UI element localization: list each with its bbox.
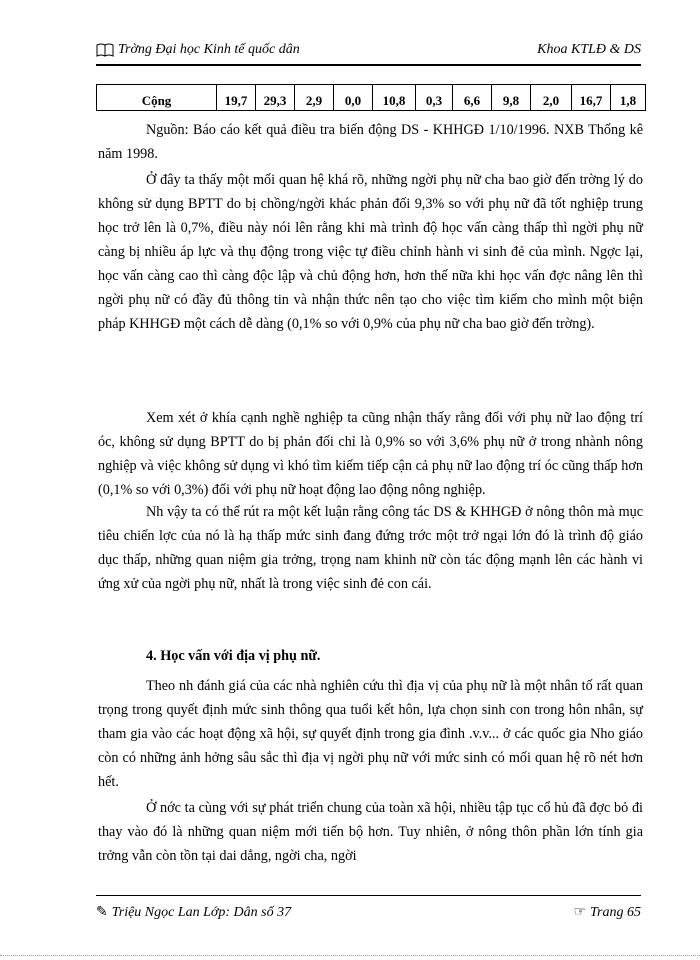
table-cell: 19,7 (217, 85, 256, 111)
table-cell: 2,9 (295, 85, 334, 111)
table-cell: 0,0 (334, 85, 373, 111)
page-edge-divider (0, 955, 700, 956)
table-cell: 0,3 (416, 85, 453, 111)
paragraph-text: Ở đây ta thấy một mối quan hệ khá rõ, những ngời phụ nữ cha bao giờ đến trờng lý do không sử dụng BPTT do bị chồng/ngời khác phản đối 9,3% so với phụ nữ đã tốt nghiệp trung học trở lên là 0,7%, điều này nói lên rằng khi mà trình độ học vấn càng thấp thì ngời phụ nữ càng bị nhiều áp lực và thụ động trong việc tự điều chỉnh hành vi sinh đẻ của mình. Ngợc lại, học vấn càng cao thì càng độc lập và chủ động hơn, hơn thế nữa khi học vấn đợc nâng lên thì ngời phụ nữ có đầy đủ thông tin và nhận thức nên tạo cho việc tìm kiếm cho mình một biện pháp KHHGĐ một cách dễ dàng (0,1% so với 0,9% của phụ nữ cha bao giờ đến trờng). (98, 172, 643, 332)
paragraph-text: Xem xét ở khía cạnh nghề nghiệp ta cũng nhận thấy rằng đối với phụ nữ lao động trí óc, không sử dụng BPTT do bị phản đối chỉ là 0,9% so với 3,6% phụ nữ ở trong nhành nông nghiệp và việc không sử dụng vì khó tìm kiếm tiếp cận cả phụ nữ lao động trí óc cũng thấp hơn (0,1% so với 0,3%) đối với phụ nữ hoạt động lao động nông nghiệp. (98, 410, 643, 498)
paragraph-text: Theo nh đánh giá của các nhà nghiên cứu thì địa vị của phụ nữ là một nhân tố rất quan trọng trong quyết định mức sinh thông qua tuổi kết hôn, lựa chọn sinh con trong hôn nhân, sự tham gia vào các hoạt động xã hội, sự quyết định trong gia đình .v.v... ở các quốc gia Nho giáo còn có những ảnh hởng sâu sắc thì địa vị ngời phụ nữ với mức sinh có mối quan hệ rõ nét hơn hết. (98, 678, 643, 790)
pen-icon: ✎ (96, 905, 108, 920)
paragraph (98, 168, 643, 336)
source-text: Nguồn: Báo cáo kết quả điều tra biến động DS - KHHGĐ 1/10/1996. NXB Thống kê năm 1998. (98, 122, 643, 162)
row-label: Cộng (97, 85, 217, 111)
footer-page-text: Trang 65 (590, 905, 641, 920)
page-header (96, 42, 641, 66)
header-university: Trờng Đại học Kinh tế quốc dân (118, 42, 300, 57)
total-row-table (96, 84, 646, 111)
footer-author-text: Triệu Ngọc Lan Lớp: Dân số 37 (111, 905, 292, 920)
book-icon (96, 43, 114, 57)
table-cell: 29,3 (256, 85, 295, 111)
table-cell: 16,7 (572, 85, 611, 111)
footer-page (573, 904, 641, 921)
page-footer (96, 895, 641, 926)
table-row (97, 85, 646, 111)
footer-author (96, 904, 291, 921)
paragraph (98, 796, 643, 868)
table-cell: 10,8 (373, 85, 416, 111)
table-cell: 1,8 (611, 85, 646, 111)
source-note (98, 118, 643, 166)
pointing-hand-icon: ☞ (573, 905, 587, 920)
paragraph (98, 500, 643, 596)
paragraph (98, 674, 643, 794)
table-cell: 6,6 (453, 85, 492, 111)
table-cell: 2,0 (531, 85, 572, 111)
paragraph-text: Ở nớc ta cùng với sự phát triển chung của toàn xã hội, nhiều tập tục cổ hủ đã đợc bỏ đi thay vào đó là những quan niệm mới tiến bộ hơn. Tuy nhiên, ở nông thôn phần lớn tính gia trởng vẫn còn tồn tại dai dẳng, ngời cha, ngời (98, 800, 643, 864)
paragraph (98, 406, 643, 502)
table-cell: 9,8 (492, 85, 531, 111)
paragraph-text: Nh vậy ta có thể rút ra một kết luận rằng công tác DS & KHHGĐ ở nông thôn mà mục tiêu chiến lợc của nó là hạ thấp mức sinh đang đứng trớc một trở ngại lớn đó là trình độ giáo dục thấp, những quan niệm gia trởng, trọng nam khinh nữ còn tác động mạnh lên các hành vi ứng xử của ngời phụ nữ, nhất là trong việc sinh đẻ con cái. (98, 504, 643, 592)
header-faculty: Khoa KTLĐ & DS (537, 42, 641, 57)
section-heading: 4. Học vấn với địa vị phụ nữ. (146, 648, 321, 664)
